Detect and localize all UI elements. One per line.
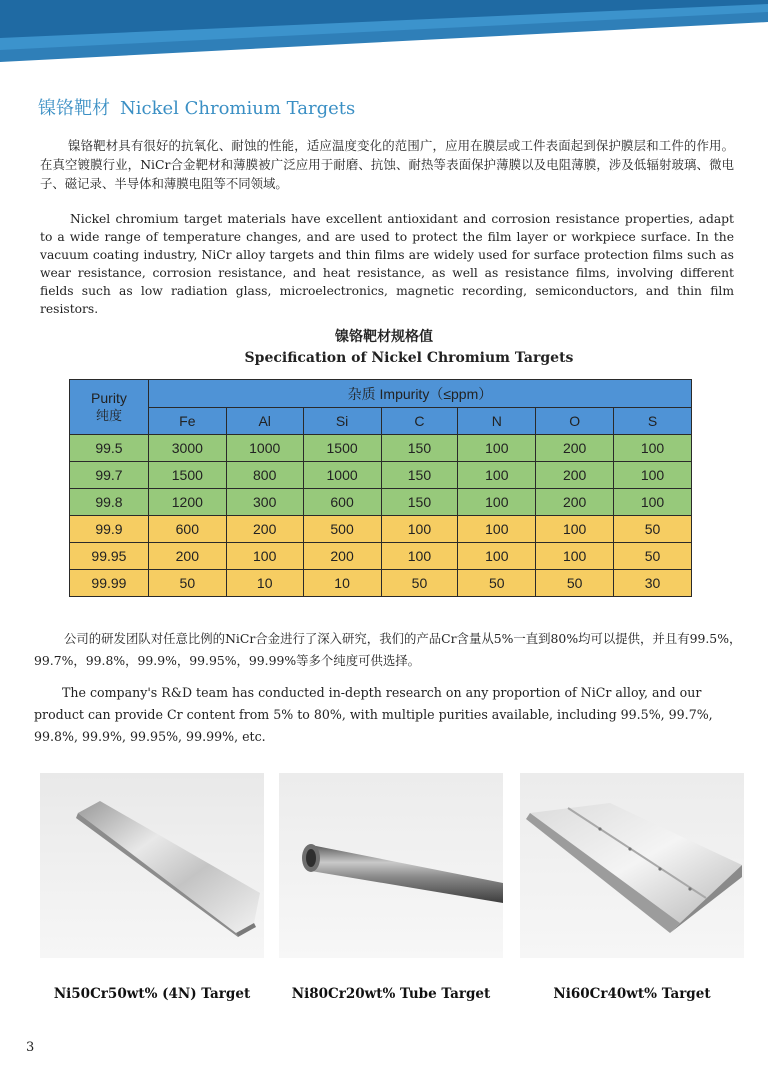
impurity-cell: 100	[614, 489, 692, 516]
element-header-al: Al	[226, 408, 303, 435]
element-header-row	[70, 408, 692, 435]
rd-paragraph-en: The company's R&D team has conducted in-depth research on any proportion of NiCr alloy, and our product can provide Cr content from 5% to 80%, with multiple purities available, including 99.5%, 99.7%, 99.8%, 99.9%, 99.95%, 99.99%, etc.	[34, 685, 713, 744]
impurity-cell: 100	[458, 516, 536, 543]
impurity-cell: 600	[303, 489, 381, 516]
impurity-cell: 1500	[303, 435, 381, 462]
purity-cell: 99.95	[70, 543, 149, 570]
impurity-cell: 500	[303, 516, 381, 543]
heading-en: Nickel Chromium Targets	[120, 98, 356, 119]
impurity-cell: 150	[381, 435, 458, 462]
impurity-cell: 100	[614, 462, 692, 489]
purity-header-zh: 纯度	[95, 408, 122, 423]
purity-cell: 99.9	[70, 516, 149, 543]
product-caption-1: Ni50Cr50wt% (4N) Target	[53, 986, 251, 1002]
spec-table-body	[70, 435, 692, 597]
purity-cell: 99.8	[70, 489, 149, 516]
impurity-cell: 100	[381, 543, 458, 570]
purity-cell: 99.5	[70, 435, 149, 462]
product-photo-slab	[520, 773, 744, 958]
element-header-s: S	[614, 408, 692, 435]
impurity-cell: 200	[148, 543, 226, 570]
impurity-cell: 200	[536, 462, 614, 489]
impurity-cell: 100	[226, 543, 303, 570]
impurity-cell: 1500	[148, 462, 226, 489]
impurity-cell: 300	[226, 489, 303, 516]
table-row	[70, 489, 692, 516]
table-row	[70, 435, 692, 462]
impurity-cell: 100	[458, 435, 536, 462]
table-row	[70, 516, 692, 543]
table-row	[70, 543, 692, 570]
impurity-cell: 100	[614, 435, 692, 462]
intro-paragraph-zh: 镍铬靶材具有很好的抗氧化、耐蚀的性能，适应温度变化的范围广，应用在膜层或工件表面起到保护膜层和工件的作用。在真空镀膜行业，NiCr合金靶材和薄膜被广泛应用于耐磨、抗蚀、耐热等表面保护薄膜以及电阻薄膜，涉及低辐射玻璃、微电子、磁记录、半导体和薄膜电阻等不同领域。	[40, 138, 734, 191]
header-band	[0, 0, 768, 62]
impurity-cell: 100	[458, 462, 536, 489]
impurity-cell: 200	[226, 516, 303, 543]
impurity-cell: 150	[381, 489, 458, 516]
element-header-o: O	[536, 408, 614, 435]
product-caption-2: Ni80Cr20wt% Tube Target	[291, 986, 491, 1002]
rd-paragraph-zh: 公司的研发团队对任意比例的NiCr合金进行了深入研究，我们的产品Cr含量从5%一直到80%均可以提供，并且有99.5%，99.7%，99.8%，99.9%，99.95%，99.99%等多个纯度可供选择。	[34, 631, 742, 668]
impurity-cell: 100	[458, 489, 536, 516]
impurity-cell: 30	[614, 570, 692, 597]
table-row	[70, 462, 692, 489]
impurity-cell: 800	[226, 462, 303, 489]
element-header-si: Si	[303, 408, 381, 435]
intro-paragraph-en: Nickel chromium target materials have excellent antioxidant and corrosion resistance properties, adapt to a wide range of temperature changes, and are used to protect the film layer or workpiece surface. In the vacuum coating industry, NiCr alloy targets and thin films are widely used for surface protection films such as wear resistance, corrosion resistance, and heat resistance, as well as resistance films, involving different fields such as low radiation glass, microelectronics, magnetic recording, semiconductors, and thin film resistors.	[40, 212, 734, 316]
impurity-cell: 1200	[148, 489, 226, 516]
impurity-cell: 50	[614, 543, 692, 570]
spec-title-en: Specification of Nickel Chromium Targets	[244, 350, 574, 366]
impurity-cell: 10	[226, 570, 303, 597]
impurity-cell: 1000	[226, 435, 303, 462]
impurity-cell: 10	[303, 570, 381, 597]
purity-header-en: Purity	[91, 390, 127, 406]
product-photo-tube	[279, 773, 503, 958]
purity-cell: 99.99	[70, 570, 149, 597]
impurity-cell: 50	[381, 570, 458, 597]
impurity-cell: 600	[148, 516, 226, 543]
impurity-cell: 100	[536, 543, 614, 570]
impurity-cell: 50	[536, 570, 614, 597]
impurity-cell: 100	[381, 516, 458, 543]
product-photo-plate	[40, 773, 264, 958]
element-header-c: C	[381, 408, 458, 435]
impurity-cell: 50	[458, 570, 536, 597]
impurity-cell: 50	[614, 516, 692, 543]
impurity-cell: 1000	[303, 462, 381, 489]
impurity-cell: 100	[458, 543, 536, 570]
purity-cell: 99.7	[70, 462, 149, 489]
element-header-n: N	[458, 408, 536, 435]
impurity-cell: 200	[536, 435, 614, 462]
spec-title-zh: 镍铬靶材规格值	[335, 329, 433, 345]
impurity-cell: 100	[536, 516, 614, 543]
impurity-cell: 200	[303, 543, 381, 570]
spec-table	[69, 379, 692, 597]
impurity-cell: 3000	[148, 435, 226, 462]
product-caption-3: Ni60Cr40wt% Target	[553, 986, 711, 1002]
page-heading	[38, 94, 355, 120]
purity-header	[70, 380, 149, 435]
impurity-header: 杂质 Impurity（≤ppm）	[148, 380, 691, 408]
impurity-cell: 150	[381, 462, 458, 489]
impurity-cell: 200	[536, 489, 614, 516]
element-header-fe: Fe	[148, 408, 226, 435]
heading-zh: 镍铬靶材	[38, 98, 110, 119]
impurity-cell: 50	[148, 570, 226, 597]
table-row	[70, 570, 692, 597]
page-number: 3	[26, 1040, 35, 1055]
